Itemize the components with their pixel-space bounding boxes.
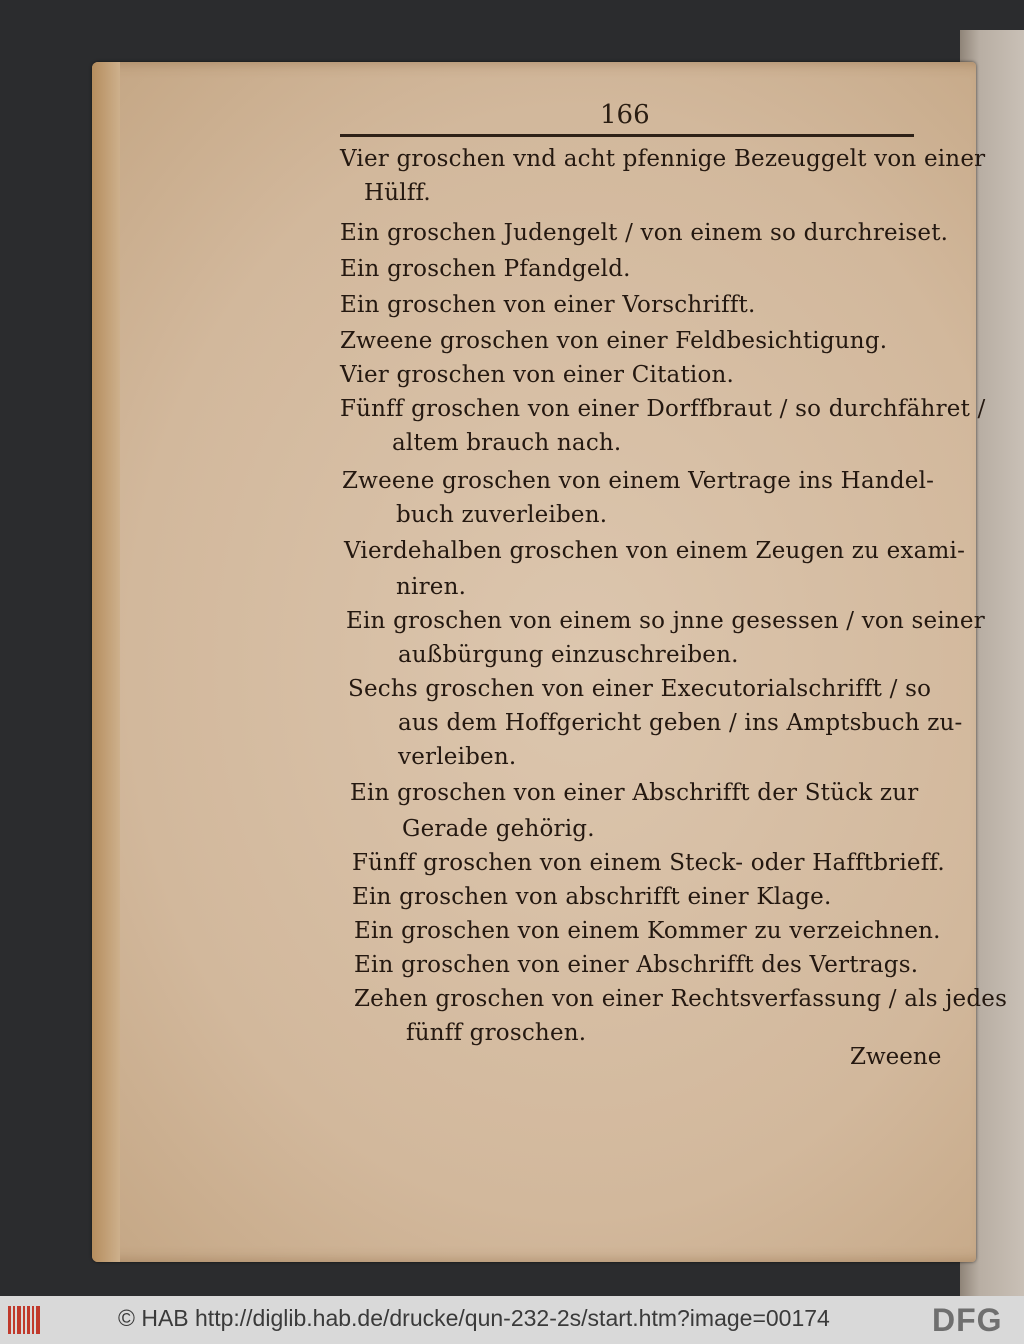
text-line: fünff groschen. bbox=[406, 1020, 587, 1046]
text-line: Zweene groschen von einer Feldbesichtigung. bbox=[340, 328, 888, 354]
footer-bar bbox=[0, 1296, 1024, 1344]
text-line: Vierdehalben groschen von einem Zeugen zu exami- bbox=[344, 538, 966, 564]
text-line: Zehen groschen von einer Rechtsverfassung / als jedes bbox=[354, 986, 1008, 1012]
text-line: außbürgung einzuschreiben. bbox=[398, 642, 739, 668]
text-line: Hülff. bbox=[364, 180, 431, 206]
text-line: Sechs groschen von einer Executorialschrifft / so bbox=[348, 676, 932, 702]
catchword: Zweene bbox=[850, 1044, 942, 1070]
page-number: 166 bbox=[600, 100, 650, 130]
text-line: Fünff groschen von einer Dorffbraut / so durchfähret / bbox=[340, 396, 986, 422]
text-line: Gerade gehörig. bbox=[402, 816, 595, 842]
text-line: Ein groschen von einem so jnne gesessen / von seiner bbox=[346, 608, 985, 634]
text-line: Ein groschen von abschrifft einer Klage. bbox=[352, 884, 832, 910]
text-line: Ein groschen von einem Kommer zu verzeichnen. bbox=[354, 918, 941, 944]
text-line: aus dem Hoffgericht geben / ins Amptsbuch zu- bbox=[398, 710, 963, 736]
text-line: buch zuverleiben. bbox=[396, 502, 608, 528]
text-line: Ein groschen Judengelt / von einem so durchreiset. bbox=[340, 220, 949, 246]
hab-logo-icon bbox=[8, 1304, 42, 1336]
text-line: Ein groschen von einer Abschrifft der Stück zur bbox=[350, 780, 919, 806]
text-line: Fünff groschen von einem Steck- oder Hafftbrieff. bbox=[352, 850, 945, 876]
header-rule bbox=[340, 134, 914, 137]
dfg-logo: DFG bbox=[932, 1302, 1003, 1338]
text-line: Vier groschen vnd acht pfennige Bezeuggelt von einer bbox=[340, 146, 986, 172]
text-line: Vier groschen von einer Citation. bbox=[340, 362, 735, 388]
text-line: Ein groschen von einer Vorschrifft. bbox=[340, 292, 756, 318]
page-fore-edge bbox=[92, 62, 120, 1262]
text-line: niren. bbox=[396, 574, 467, 600]
text-line: Zweene groschen von einem Vertrage ins Handel- bbox=[342, 468, 935, 494]
text-line: Ein groschen Pfandgeld. bbox=[340, 256, 631, 282]
text-line: Ein groschen von einer Abschrifft des Vertrags. bbox=[354, 952, 919, 978]
text-line: verleiben. bbox=[398, 744, 517, 770]
copyright-url[interactable]: © HAB http://diglib.hab.de/drucke/qun-232-2s/start.htm?image=00174 bbox=[118, 1305, 830, 1331]
text-line: altem brauch nach. bbox=[392, 430, 622, 456]
